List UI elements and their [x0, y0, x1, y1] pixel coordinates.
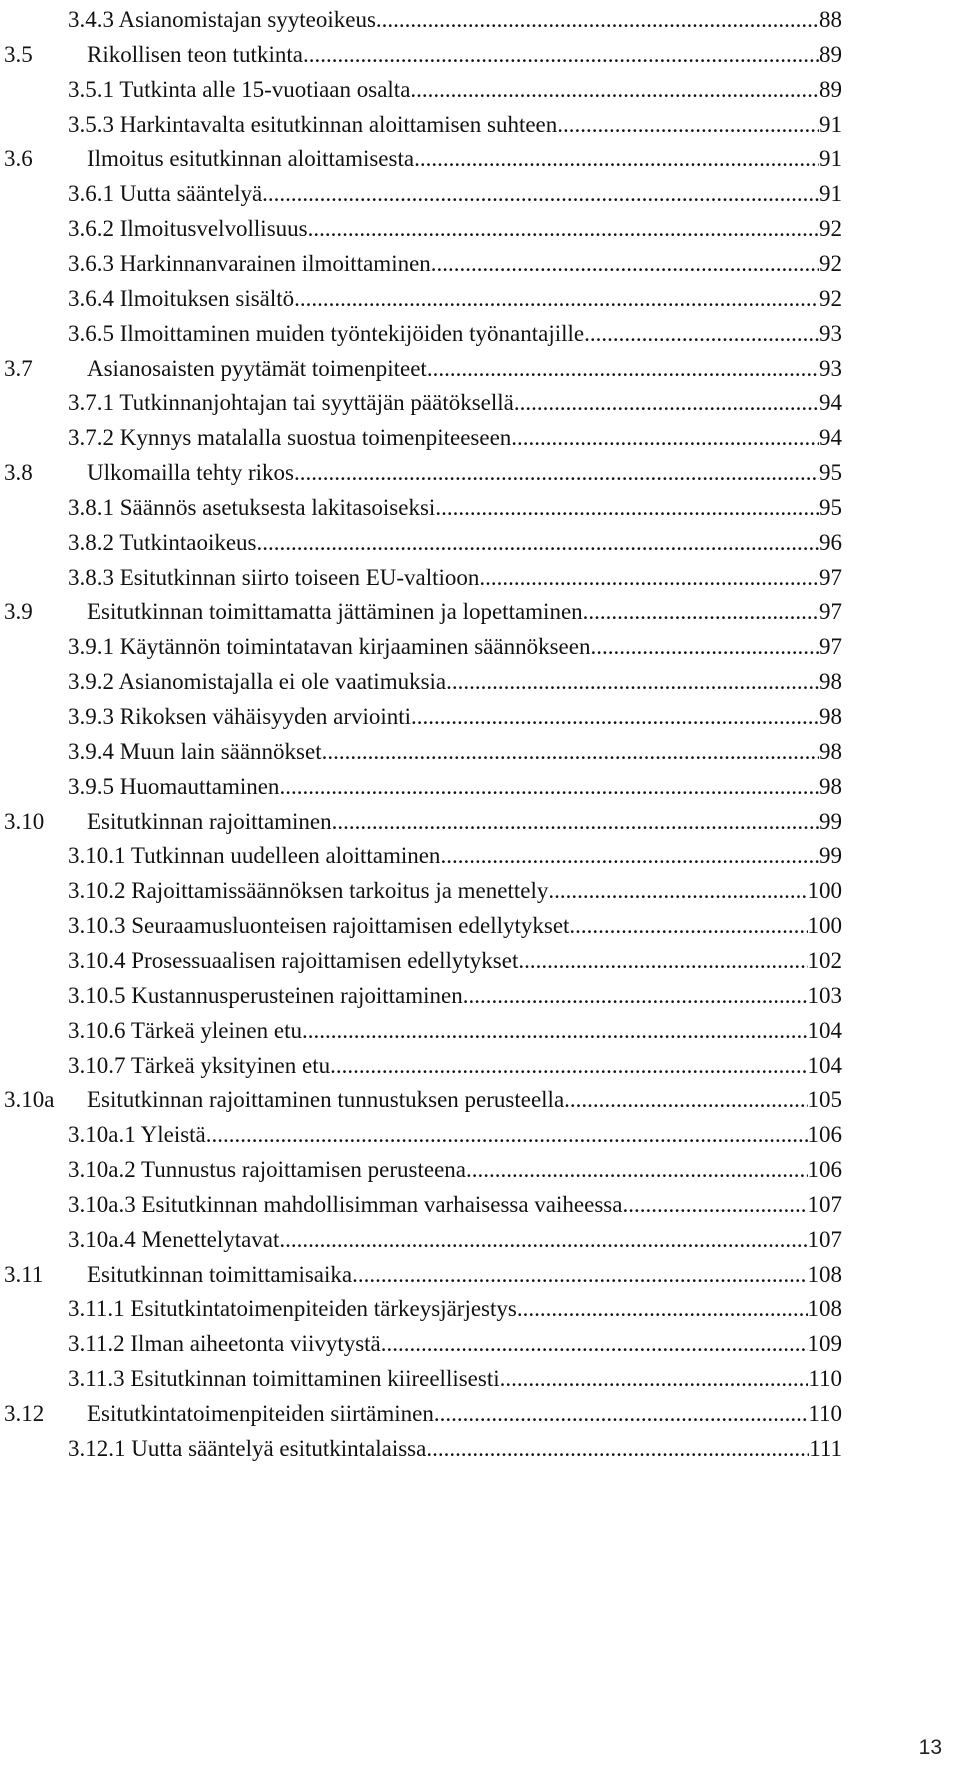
toc-entry [68, 1361, 842, 1397]
dot-leader [622, 1187, 807, 1223]
toc-entry-title: 3.10.3 Seuraamusluonteisen rajoittamisen edellytykset [68, 913, 570, 939]
toc-row [0, 351, 960, 387]
dot-leader [583, 594, 819, 630]
dot-leader [206, 1117, 808, 1153]
toc-row [0, 72, 960, 108]
toc-entry [68, 664, 842, 700]
toc-row [0, 1152, 960, 1188]
toc-row [0, 560, 960, 596]
toc-row [0, 316, 960, 352]
toc-entry-title: Esitutkinnan rajoittaminen [87, 808, 332, 834]
toc-entry-title: 3.12.1 Uutta sääntelyä esitutkintalaissa [68, 1435, 427, 1461]
toc-entry-page: 97 [819, 564, 842, 590]
toc-entry-page: 108 [807, 1261, 842, 1287]
dot-leader [427, 351, 819, 387]
toc-entry-page: 110 [808, 1366, 842, 1392]
toc-entry [68, 176, 842, 212]
toc-row [0, 141, 960, 177]
toc-entry [68, 908, 842, 944]
toc-entry-page: 92 [819, 216, 842, 242]
toc-entry-page: 94 [819, 425, 842, 451]
dot-leader [557, 107, 819, 143]
toc-row [0, 699, 960, 735]
toc-entry-page: 107 [807, 1226, 842, 1252]
dot-leader [279, 1222, 807, 1258]
toc-row [0, 1257, 960, 1293]
dot-leader [294, 281, 819, 317]
toc-entry-title: 3.6.3 Harkinnanvarainen ilmoittaminen [68, 250, 431, 276]
toc-entry-title: 3.10.6 Tärkeä yleinen etu [68, 1017, 302, 1043]
toc-row [0, 664, 960, 700]
toc-entry [68, 385, 842, 421]
toc-section-number: 3.8 [4, 460, 33, 486]
toc-row [0, 1291, 960, 1327]
toc-row [0, 838, 960, 874]
toc-row [0, 908, 960, 944]
dot-leader [294, 455, 819, 491]
toc-row [0, 1326, 960, 1362]
toc-entry [68, 1431, 842, 1467]
toc-entry [68, 1222, 842, 1258]
toc-entry [68, 281, 842, 317]
toc-section-number: 3.10 [4, 808, 45, 834]
toc-row [0, 490, 960, 526]
toc-entry-page: 91 [819, 111, 842, 137]
toc-entry-title: 3.10.7 Tärkeä yksityinen etu [68, 1052, 331, 1078]
toc-row [0, 594, 960, 630]
dot-leader [564, 1082, 807, 1118]
toc-entry [68, 1117, 842, 1153]
toc-entry-page: 102 [807, 947, 842, 973]
toc-entry-page: 89 [819, 41, 842, 67]
toc-entry [87, 455, 842, 491]
toc-entry-title: 3.8.3 Esitutkinnan siirto toiseen EU-valtioon [68, 564, 480, 590]
dot-leader [500, 1361, 809, 1397]
dot-leader [446, 664, 819, 700]
toc-entry [68, 873, 842, 909]
toc-entry-title: 3.10.4 Prosessuaalisen rajoittamisen edellytykset [68, 947, 519, 973]
toc-entry [87, 1396, 842, 1432]
toc-entry [87, 594, 842, 630]
toc-entry-page: 104 [807, 1017, 842, 1043]
toc-entry-title: 3.9.1 Käytännön toimintatavan kirjaaminen säännökseen [68, 634, 591, 660]
toc-entry-page: 98 [819, 704, 842, 729]
toc-row [0, 246, 960, 282]
dot-leader [434, 1396, 808, 1432]
toc-entry-page: 93 [819, 320, 842, 346]
toc-section-number: 3.9 [4, 599, 33, 625]
toc-section-number: 3.12 [4, 1401, 45, 1426]
toc-entry-title: 3.10a.1 Yleistä [68, 1122, 206, 1148]
toc-entry-title: 3.10a.4 Menettelytavat [68, 1226, 280, 1252]
toc-entry-title: 3.8.2 Tutkintaoikeus [68, 529, 257, 555]
toc-entry-title: 3.4.3 Asianomistajan syyteoikeus [68, 7, 376, 32]
toc-entry-title: 3.11.3 Esitutkinnan toimittaminen kiireellisesti [68, 1366, 500, 1392]
toc-entry-page: 89 [819, 76, 842, 102]
toc-entry-page: 106 [807, 1122, 842, 1148]
toc-entry-title: Esitutkinnan toimittamatta jättäminen ja lopettaminen [87, 599, 583, 625]
toc-entry-title: 3.8.1 Säännös asetuksesta lakitasoiseksi [68, 494, 436, 520]
toc-entry-title: 3.7.2 Kynnys matalalla suostua toimenpiteeseen [68, 425, 512, 451]
toc-entry-page: 94 [819, 390, 842, 416]
toc-entry-title: Esitutkinnan toimittamisaika [87, 1261, 353, 1287]
toc-entry-page: 98 [819, 669, 842, 695]
toc-row [0, 281, 960, 317]
toc-entry-title: Rikollisen teon tutkinta [87, 41, 303, 67]
dot-leader [330, 1048, 807, 1084]
toc-entry-title: 3.10.5 Kustannusperusteinen rajoittaminen [68, 982, 463, 1008]
toc-row [0, 629, 960, 665]
toc-row [0, 804, 960, 840]
toc-entry-page: 97 [819, 634, 842, 660]
toc-entry [68, 420, 842, 456]
toc-entry-title: Asianosaisten pyytämät toimenpiteet [87, 355, 427, 381]
toc-entry-page: 106 [807, 1157, 842, 1183]
toc-row [0, 2, 960, 38]
toc-entry [68, 1291, 842, 1327]
toc-row [0, 455, 960, 491]
toc-entry-page: 95 [819, 460, 842, 486]
toc-entry-page: 100 [807, 878, 842, 904]
toc-row [0, 873, 960, 909]
toc-entry-page: 104 [807, 1052, 842, 1078]
dot-leader [435, 490, 819, 526]
toc-entry-title: 3.11.2 Ilman aiheetonta viivytystä [68, 1331, 381, 1357]
toc-row [0, 385, 960, 421]
toc-entry [87, 1257, 842, 1293]
toc-row [0, 525, 960, 561]
toc-entry [68, 1326, 842, 1362]
toc-entry-title: 3.9.4 Muun lain säännökset [68, 738, 322, 764]
toc-row [0, 943, 960, 979]
toc-entry [87, 1082, 842, 1118]
toc-entry [68, 943, 842, 979]
dot-leader [479, 560, 819, 596]
toc-entry-title: 3.10.2 Rajoittamissäännöksen tarkoitus ja menettely [68, 878, 549, 904]
toc-entry [68, 1048, 842, 1084]
toc-entry-title: 3.5.1 Tutkinta alle 15-vuotiaan osalta [68, 76, 411, 102]
toc-row [0, 1117, 960, 1153]
toc-entry-page: 109 [807, 1331, 842, 1357]
toc-entry [68, 1152, 842, 1188]
dot-leader [257, 525, 819, 561]
toc-entry [87, 804, 842, 840]
toc-entry-page: 91 [819, 146, 842, 172]
toc-entry-title: 3.9.3 Rikoksen vähäisyyden arviointi [68, 704, 412, 729]
dot-leader [569, 908, 807, 944]
dot-leader [322, 734, 819, 770]
dot-leader [308, 211, 819, 247]
toc-entry [68, 978, 842, 1014]
toc-entry-title: 3.10a.3 Esitutkinnan mahdollisimman varhaisessa vaiheessa [68, 1191, 623, 1217]
toc-entry-title: Esitutkintatoimenpiteiden siirtäminen [87, 1401, 434, 1426]
dot-leader [381, 1326, 808, 1362]
toc-row [0, 107, 960, 143]
dot-leader [411, 699, 819, 735]
toc-row [0, 1082, 960, 1118]
toc-row [0, 978, 960, 1014]
toc-entry-title: Ilmoitus esitutkinnan aloittamisesta [87, 146, 415, 172]
toc-section-number: 3.7 [4, 355, 33, 381]
toc-entry [68, 2, 842, 38]
toc-entry [68, 838, 842, 874]
toc-entry [68, 769, 842, 805]
dot-leader [376, 2, 819, 38]
toc-entry-page: 98 [819, 773, 842, 799]
toc-entry-page: 92 [819, 250, 842, 276]
toc-row [0, 1361, 960, 1397]
toc-entry [68, 734, 842, 770]
dot-leader [303, 37, 819, 73]
toc-row [0, 1396, 960, 1432]
dot-leader [426, 1431, 809, 1467]
dot-leader [511, 420, 819, 456]
toc-entry-title: 3.10a.2 Tunnustus rajoittamisen perusteena [68, 1157, 466, 1183]
toc-entry [68, 316, 842, 352]
page-number: 13 [918, 1736, 942, 1759]
dot-leader [463, 978, 808, 1014]
toc-entry-title: 3.9.2 Asianomistajalla ei ole vaatimuksia [68, 669, 447, 695]
dot-leader [410, 72, 819, 108]
dot-leader [352, 1257, 807, 1293]
toc-entry [68, 72, 842, 108]
toc-entry-title: 3.6.4 Ilmoituksen sisältö [68, 285, 295, 311]
toc-entry-title: 3.6.2 Ilmoitusvelvollisuus [68, 216, 308, 242]
toc-row [0, 211, 960, 247]
toc-entry-page: 99 [819, 843, 842, 869]
dot-leader [332, 804, 819, 840]
toc-row [0, 1431, 960, 1467]
dot-leader [262, 176, 819, 212]
toc-entry-title: 3.6.1 Uutta sääntelyä [68, 181, 263, 207]
toc-entry-page: 93 [819, 355, 842, 381]
toc-entry-page: 105 [807, 1087, 842, 1113]
dot-leader [466, 1152, 808, 1188]
toc-entry-page: 108 [807, 1296, 842, 1322]
toc-entry-page: 110 [808, 1401, 842, 1426]
toc-entry [87, 351, 842, 387]
dot-leader [548, 873, 807, 909]
dot-leader [514, 385, 819, 421]
dot-leader [431, 246, 819, 282]
toc-entry-title: 3.10.1 Tutkinnan uudelleen aloittaminen [68, 843, 441, 869]
toc-entry [68, 211, 842, 247]
dot-leader [414, 141, 819, 177]
toc-entry [68, 1013, 842, 1049]
toc-entry-page: 98 [819, 738, 842, 764]
toc-entry [68, 246, 842, 282]
toc-entry-title: 3.11.1 Esitutkintatoimenpiteiden tärkeysjärjestys [68, 1296, 517, 1322]
toc-entry-title: 3.9.5 Huomauttaminen [68, 773, 280, 799]
toc-entry-page: 88 [819, 7, 842, 32]
toc-entry [68, 1187, 842, 1223]
toc-row [0, 1222, 960, 1258]
toc-entry [68, 560, 842, 596]
toc-entry [87, 141, 842, 177]
toc-entry-title: 3.6.5 Ilmoittaminen muiden työntekijöiden työnantajille [68, 320, 585, 346]
toc-section-number: 3.6 [4, 146, 33, 172]
dot-leader [590, 629, 819, 665]
toc-row [0, 1187, 960, 1223]
toc-entry [68, 525, 842, 561]
toc-row [0, 1013, 960, 1049]
dot-leader [440, 838, 819, 874]
toc-entry-title: Ulkomailla tehty rikos [87, 460, 294, 486]
toc-entry-page: 107 [807, 1191, 842, 1217]
toc-row [0, 734, 960, 770]
toc-entry [68, 629, 842, 665]
dot-leader [302, 1013, 808, 1049]
toc-row [0, 176, 960, 212]
toc-entry-page: 99 [819, 808, 842, 834]
dot-leader [279, 769, 819, 805]
toc-section-number: 3.10a [4, 1087, 55, 1113]
toc-entry [87, 37, 842, 73]
toc-entry-title: 3.7.1 Tutkinnanjohtajan tai syyttäjän päätöksellä [68, 390, 514, 416]
toc-row [0, 769, 960, 805]
toc-entry-page: 92 [819, 285, 842, 311]
toc-entry [68, 107, 842, 143]
toc-entry-page: 100 [807, 913, 842, 939]
toc-entry [68, 490, 842, 526]
toc-entry [68, 699, 842, 735]
toc-row [0, 1048, 960, 1084]
toc-entry-page: 97 [819, 599, 842, 625]
toc-section-number: 3.11 [4, 1261, 44, 1287]
toc-entry-page: 91 [819, 181, 842, 207]
toc-row [0, 37, 960, 73]
toc-entry-title: 3.5.3 Harkintavalta esitutkinnan aloittamisen suhteen [68, 111, 558, 137]
toc-entry-title: Esitutkinnan rajoittaminen tunnustuksen perusteella [87, 1087, 565, 1113]
toc-section-number: 3.5 [4, 41, 33, 67]
toc-entry-page: 95 [819, 494, 842, 520]
dot-leader [517, 1291, 808, 1327]
toc-entry-page: 103 [807, 982, 842, 1008]
dot-leader [518, 943, 807, 979]
toc-entry-page: 111 [809, 1435, 842, 1461]
toc-entry-page: 96 [819, 529, 842, 555]
dot-leader [584, 316, 819, 352]
toc-row [0, 420, 960, 456]
